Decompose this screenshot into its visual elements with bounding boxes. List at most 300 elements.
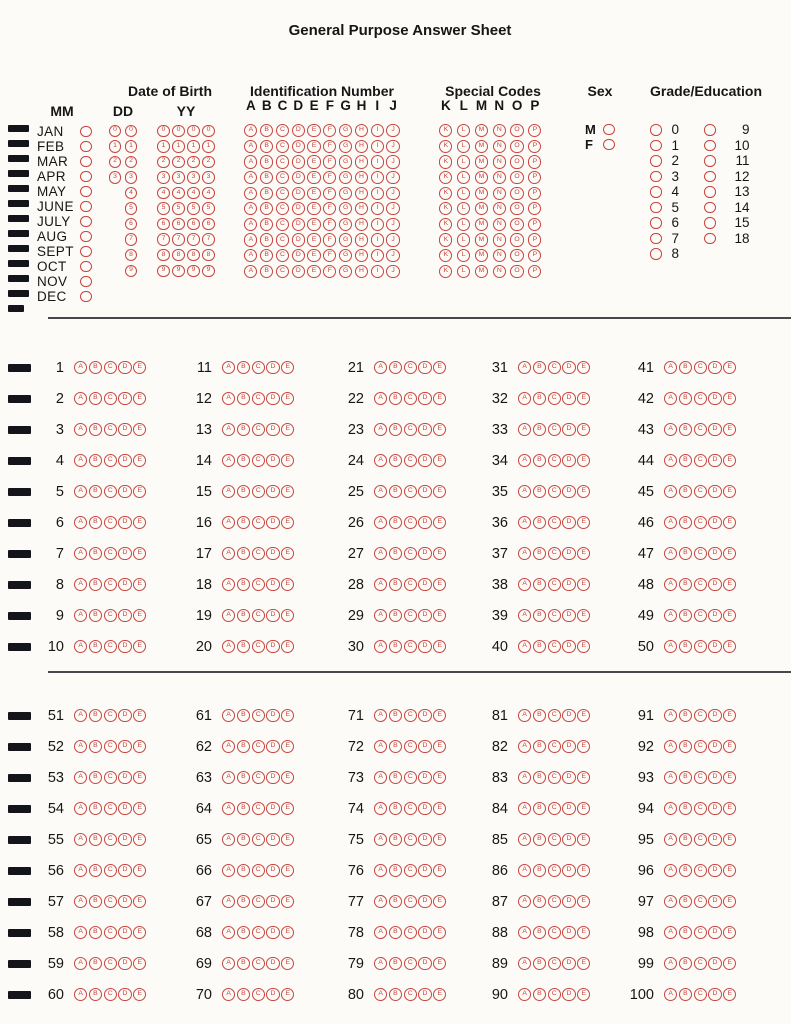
answer-bubble[interactable]: B <box>533 547 546 560</box>
answer-bubble[interactable]: D <box>118 485 131 498</box>
answer-bubble[interactable]: B <box>89 740 102 753</box>
id-bubble[interactable]: C <box>276 124 289 137</box>
special-code-bubble[interactable]: N <box>493 124 506 137</box>
answer-bubble[interactable]: B <box>89 516 102 529</box>
answer-bubble[interactable]: A <box>74 454 87 467</box>
answer-bubble[interactable]: A <box>374 578 387 591</box>
answer-bubble[interactable]: B <box>389 578 402 591</box>
yy-digit-bubble[interactable]: 4 <box>172 187 184 199</box>
answer-bubble[interactable]: C <box>694 392 707 405</box>
yy-digit-bubble[interactable]: 2 <box>157 156 169 168</box>
answer-bubble[interactable]: A <box>374 709 387 722</box>
answer-bubble[interactable]: A <box>222 516 235 529</box>
answer-bubble[interactable]: C <box>104 423 117 436</box>
month-bubble[interactable] <box>80 201 92 213</box>
answer-bubble[interactable]: A <box>664 771 677 784</box>
answer-bubble[interactable]: B <box>533 926 546 939</box>
special-code-bubble[interactable]: K <box>439 202 452 215</box>
answer-bubble[interactable]: E <box>577 609 590 622</box>
answer-bubble[interactable]: E <box>723 833 736 846</box>
id-bubble[interactable]: I <box>371 187 384 200</box>
answer-bubble[interactable]: D <box>562 988 575 1001</box>
answer-bubble[interactable]: B <box>89 640 102 653</box>
answer-bubble[interactable]: C <box>548 516 561 529</box>
answer-bubble[interactable]: D <box>266 392 279 405</box>
answer-bubble[interactable]: A <box>74 516 87 529</box>
answer-bubble[interactable]: A <box>664 926 677 939</box>
answer-bubble[interactable]: E <box>433 957 446 970</box>
answer-bubble[interactable]: E <box>723 392 736 405</box>
answer-bubble[interactable]: C <box>252 740 265 753</box>
answer-bubble[interactable]: B <box>89 957 102 970</box>
answer-bubble[interactable]: D <box>418 771 431 784</box>
id-bubble[interactable]: B <box>260 265 273 278</box>
yy-digit-bubble[interactable]: 5 <box>187 202 199 214</box>
answer-bubble[interactable]: B <box>679 361 692 374</box>
special-code-bubble[interactable]: P <box>528 233 541 246</box>
answer-bubble[interactable]: B <box>679 926 692 939</box>
answer-bubble[interactable]: A <box>518 988 531 1001</box>
answer-bubble[interactable]: B <box>533 578 546 591</box>
answer-bubble[interactable]: C <box>404 485 417 498</box>
answer-bubble[interactable]: C <box>694 709 707 722</box>
answer-bubble[interactable]: C <box>694 547 707 560</box>
answer-bubble[interactable]: B <box>533 802 546 815</box>
id-bubble[interactable]: J <box>386 249 399 262</box>
answer-bubble[interactable]: E <box>577 833 590 846</box>
special-code-bubble[interactable]: P <box>528 202 541 215</box>
answer-bubble[interactable]: A <box>74 392 87 405</box>
answer-bubble[interactable]: D <box>562 833 575 846</box>
id-bubble[interactable]: G <box>339 265 352 278</box>
answer-bubble[interactable]: D <box>118 740 131 753</box>
id-bubble[interactable]: D <box>292 249 305 262</box>
answer-bubble[interactable]: B <box>679 392 692 405</box>
answer-bubble[interactable]: D <box>118 833 131 846</box>
dd-digit-bubble[interactable]: 9 <box>125 265 137 277</box>
id-bubble[interactable]: D <box>292 171 305 184</box>
answer-bubble[interactable]: E <box>133 392 146 405</box>
answer-bubble[interactable]: E <box>281 926 294 939</box>
answer-bubble[interactable]: B <box>389 392 402 405</box>
month-bubble[interactable] <box>80 231 92 243</box>
answer-bubble[interactable]: D <box>418 988 431 1001</box>
dd-digit-bubble[interactable]: 6 <box>125 218 137 230</box>
special-code-bubble[interactable]: M <box>475 218 488 231</box>
answer-bubble[interactable]: C <box>104 516 117 529</box>
id-bubble[interactable]: F <box>323 140 336 153</box>
answer-bubble[interactable]: A <box>664 423 677 436</box>
answer-bubble[interactable]: C <box>548 609 561 622</box>
answer-bubble[interactable]: E <box>723 423 736 436</box>
answer-bubble[interactable]: C <box>404 864 417 877</box>
answer-bubble[interactable]: E <box>723 454 736 467</box>
answer-bubble[interactable]: B <box>533 361 546 374</box>
answer-bubble[interactable]: A <box>518 740 531 753</box>
id-bubble[interactable]: C <box>276 171 289 184</box>
answer-bubble[interactable]: E <box>133 926 146 939</box>
yy-digit-bubble[interactable]: 4 <box>187 187 199 199</box>
answer-bubble[interactable]: C <box>404 547 417 560</box>
id-bubble[interactable]: G <box>339 171 352 184</box>
id-bubble[interactable]: H <box>355 233 368 246</box>
answer-bubble[interactable]: D <box>118 864 131 877</box>
yy-digit-bubble[interactable]: 0 <box>202 125 214 137</box>
answer-bubble[interactable]: E <box>281 988 294 1001</box>
yy-digit-bubble[interactable]: 6 <box>202 218 214 230</box>
answer-bubble[interactable]: E <box>133 740 146 753</box>
month-bubble[interactable] <box>80 261 92 273</box>
yy-digit-bubble[interactable]: 3 <box>187 171 199 183</box>
answer-bubble[interactable]: E <box>281 578 294 591</box>
answer-bubble[interactable]: C <box>694 423 707 436</box>
answer-bubble[interactable]: D <box>266 740 279 753</box>
yy-digit-bubble[interactable]: 0 <box>172 125 184 137</box>
answer-bubble[interactable]: A <box>74 833 87 846</box>
answer-bubble[interactable]: B <box>533 895 546 908</box>
answer-bubble[interactable]: C <box>694 640 707 653</box>
answer-bubble[interactable]: A <box>74 547 87 560</box>
answer-bubble[interactable]: D <box>418 578 431 591</box>
answer-bubble[interactable]: B <box>389 454 402 467</box>
grade-bubble[interactable] <box>650 171 662 183</box>
answer-bubble[interactable]: C <box>252 988 265 1001</box>
answer-bubble[interactable]: A <box>664 516 677 529</box>
answer-bubble[interactable]: C <box>404 578 417 591</box>
answer-bubble[interactable]: D <box>118 640 131 653</box>
answer-bubble[interactable]: A <box>222 454 235 467</box>
special-code-bubble[interactable]: N <box>493 155 506 168</box>
answer-bubble[interactable]: C <box>404 454 417 467</box>
answer-bubble[interactable]: B <box>89 361 102 374</box>
answer-bubble[interactable]: A <box>222 895 235 908</box>
answer-bubble[interactable]: A <box>664 578 677 591</box>
answer-bubble[interactable]: C <box>104 609 117 622</box>
answer-bubble[interactable]: D <box>562 547 575 560</box>
id-bubble[interactable]: F <box>323 202 336 215</box>
yy-digit-bubble[interactable]: 7 <box>202 233 214 245</box>
answer-bubble[interactable]: C <box>252 802 265 815</box>
answer-bubble[interactable]: B <box>533 609 546 622</box>
answer-bubble[interactable]: A <box>518 578 531 591</box>
answer-bubble[interactable]: C <box>404 926 417 939</box>
yy-digit-bubble[interactable]: 5 <box>172 202 184 214</box>
answer-bubble[interactable]: E <box>133 833 146 846</box>
id-bubble[interactable]: G <box>339 218 352 231</box>
answer-bubble[interactable]: A <box>518 640 531 653</box>
answer-bubble[interactable]: A <box>518 361 531 374</box>
answer-bubble[interactable]: C <box>104 740 117 753</box>
dd-digit-bubble[interactable]: 3 <box>109 171 121 183</box>
answer-bubble[interactable]: B <box>237 864 250 877</box>
answer-bubble[interactable]: B <box>389 709 402 722</box>
answer-bubble[interactable]: D <box>562 640 575 653</box>
answer-bubble[interactable]: C <box>548 740 561 753</box>
id-bubble[interactable]: F <box>323 124 336 137</box>
answer-bubble[interactable]: A <box>74 640 87 653</box>
answer-bubble[interactable]: D <box>266 454 279 467</box>
special-code-bubble[interactable]: L <box>457 187 470 200</box>
month-bubble[interactable] <box>80 186 92 198</box>
answer-bubble[interactable]: D <box>266 864 279 877</box>
answer-bubble[interactable]: C <box>104 957 117 970</box>
answer-bubble[interactable]: D <box>266 578 279 591</box>
answer-bubble[interactable]: A <box>374 771 387 784</box>
special-code-bubble[interactable]: L <box>457 124 470 137</box>
answer-bubble[interactable]: D <box>418 926 431 939</box>
answer-bubble[interactable]: B <box>237 392 250 405</box>
answer-bubble[interactable]: C <box>694 609 707 622</box>
answer-bubble[interactable]: B <box>237 640 250 653</box>
sex-bubble[interactable] <box>603 139 615 151</box>
answer-bubble[interactable]: B <box>389 771 402 784</box>
answer-bubble[interactable]: A <box>518 926 531 939</box>
answer-bubble[interactable]: A <box>664 485 677 498</box>
id-bubble[interactable]: C <box>276 218 289 231</box>
answer-bubble[interactable]: D <box>118 709 131 722</box>
yy-digit-bubble[interactable]: 9 <box>157 265 169 277</box>
yy-digit-bubble[interactable]: 4 <box>202 187 214 199</box>
answer-bubble[interactable]: D <box>418 740 431 753</box>
answer-bubble[interactable]: E <box>723 516 736 529</box>
answer-bubble[interactable]: B <box>679 864 692 877</box>
special-code-bubble[interactable]: K <box>439 187 452 200</box>
answer-bubble[interactable]: B <box>679 516 692 529</box>
answer-bubble[interactable]: D <box>562 802 575 815</box>
yy-digit-bubble[interactable]: 7 <box>172 233 184 245</box>
answer-bubble[interactable]: E <box>577 392 590 405</box>
answer-bubble[interactable]: C <box>252 609 265 622</box>
answer-bubble[interactable]: A <box>74 609 87 622</box>
id-bubble[interactable]: I <box>371 233 384 246</box>
answer-bubble[interactable]: A <box>74 988 87 1001</box>
answer-bubble[interactable]: E <box>133 454 146 467</box>
id-bubble[interactable]: I <box>371 140 384 153</box>
id-bubble[interactable]: A <box>244 171 257 184</box>
answer-bubble[interactable]: E <box>723 957 736 970</box>
id-bubble[interactable]: F <box>323 187 336 200</box>
answer-bubble[interactable]: A <box>518 547 531 560</box>
yy-digit-bubble[interactable]: 7 <box>187 233 199 245</box>
id-bubble[interactable]: F <box>323 265 336 278</box>
id-bubble[interactable]: A <box>244 265 257 278</box>
grade-bubble[interactable] <box>650 155 662 167</box>
id-bubble[interactable]: C <box>276 233 289 246</box>
yy-digit-bubble[interactable]: 2 <box>202 156 214 168</box>
month-bubble[interactable] <box>80 291 92 303</box>
answer-bubble[interactable]: B <box>679 709 692 722</box>
id-bubble[interactable]: C <box>276 202 289 215</box>
answer-bubble[interactable]: D <box>708 454 721 467</box>
answer-bubble[interactable]: E <box>133 609 146 622</box>
answer-bubble[interactable]: E <box>133 578 146 591</box>
id-bubble[interactable]: E <box>307 265 320 278</box>
special-code-bubble[interactable]: N <box>493 187 506 200</box>
answer-bubble[interactable]: D <box>118 392 131 405</box>
answer-bubble[interactable]: A <box>374 988 387 1001</box>
answer-bubble[interactable]: E <box>723 609 736 622</box>
answer-bubble[interactable]: B <box>89 771 102 784</box>
answer-bubble[interactable]: E <box>433 802 446 815</box>
id-bubble[interactable]: C <box>276 140 289 153</box>
answer-bubble[interactable]: A <box>222 864 235 877</box>
yy-digit-bubble[interactable]: 1 <box>187 140 199 152</box>
id-bubble[interactable]: G <box>339 249 352 262</box>
answer-bubble[interactable]: B <box>679 957 692 970</box>
answer-bubble[interactable]: A <box>518 802 531 815</box>
answer-bubble[interactable]: B <box>89 926 102 939</box>
answer-bubble[interactable]: D <box>708 864 721 877</box>
id-bubble[interactable]: J <box>386 171 399 184</box>
answer-bubble[interactable]: E <box>133 709 146 722</box>
answer-bubble[interactable]: E <box>433 833 446 846</box>
special-code-bubble[interactable]: P <box>528 140 541 153</box>
answer-bubble[interactable]: B <box>237 957 250 970</box>
answer-bubble[interactable]: D <box>118 895 131 908</box>
answer-bubble[interactable]: A <box>518 423 531 436</box>
answer-bubble[interactable]: A <box>74 895 87 908</box>
answer-bubble[interactable]: C <box>252 926 265 939</box>
answer-bubble[interactable]: C <box>694 833 707 846</box>
dd-digit-bubble[interactable]: 2 <box>109 156 121 168</box>
answer-bubble[interactable]: E <box>433 516 446 529</box>
answer-bubble[interactable]: A <box>222 709 235 722</box>
dd-digit-bubble[interactable]: 4 <box>125 187 137 199</box>
answer-bubble[interactable]: A <box>222 833 235 846</box>
answer-bubble[interactable]: A <box>664 802 677 815</box>
id-bubble[interactable]: G <box>339 233 352 246</box>
id-bubble[interactable]: H <box>355 218 368 231</box>
answer-bubble[interactable]: C <box>548 957 561 970</box>
id-bubble[interactable]: J <box>386 202 399 215</box>
answer-bubble[interactable]: A <box>222 957 235 970</box>
special-code-bubble[interactable]: N <box>493 265 506 278</box>
id-bubble[interactable]: E <box>307 233 320 246</box>
answer-bubble[interactable]: D <box>118 361 131 374</box>
answer-bubble[interactable]: B <box>533 485 546 498</box>
special-code-bubble[interactable]: O <box>510 218 523 231</box>
answer-bubble[interactable]: D <box>118 516 131 529</box>
special-code-bubble[interactable]: O <box>510 171 523 184</box>
answer-bubble[interactable]: D <box>418 392 431 405</box>
yy-digit-bubble[interactable]: 6 <box>157 218 169 230</box>
answer-bubble[interactable]: C <box>104 926 117 939</box>
grade-bubble[interactable] <box>650 140 662 152</box>
special-code-bubble[interactable]: O <box>510 140 523 153</box>
answer-bubble[interactable]: E <box>577 988 590 1001</box>
answer-bubble[interactable]: A <box>74 802 87 815</box>
answer-bubble[interactable]: A <box>374 609 387 622</box>
answer-bubble[interactable]: D <box>708 802 721 815</box>
yy-digit-bubble[interactable]: 0 <box>187 125 199 137</box>
id-bubble[interactable]: B <box>260 218 273 231</box>
special-code-bubble[interactable]: K <box>439 249 452 262</box>
id-bubble[interactable]: H <box>355 265 368 278</box>
special-code-bubble[interactable]: P <box>528 265 541 278</box>
answer-bubble[interactable]: D <box>418 895 431 908</box>
answer-bubble[interactable]: D <box>708 988 721 1001</box>
answer-bubble[interactable]: A <box>374 547 387 560</box>
answer-bubble[interactable]: C <box>548 833 561 846</box>
answer-bubble[interactable]: A <box>222 802 235 815</box>
answer-bubble[interactable]: E <box>281 640 294 653</box>
answer-bubble[interactable]: A <box>664 547 677 560</box>
answer-bubble[interactable]: B <box>89 578 102 591</box>
answer-bubble[interactable]: E <box>433 392 446 405</box>
answer-bubble[interactable]: C <box>104 802 117 815</box>
answer-bubble[interactable]: E <box>577 485 590 498</box>
answer-bubble[interactable]: B <box>389 547 402 560</box>
grade-bubble[interactable] <box>650 202 662 214</box>
answer-bubble[interactable]: E <box>723 802 736 815</box>
id-bubble[interactable]: A <box>244 155 257 168</box>
answer-bubble[interactable]: A <box>222 392 235 405</box>
id-bubble[interactable]: F <box>323 249 336 262</box>
answer-bubble[interactable]: D <box>708 516 721 529</box>
special-code-bubble[interactable]: L <box>457 155 470 168</box>
yy-digit-bubble[interactable]: 3 <box>202 171 214 183</box>
special-code-bubble[interactable]: K <box>439 155 452 168</box>
special-code-bubble[interactable]: L <box>457 202 470 215</box>
answer-bubble[interactable]: C <box>404 516 417 529</box>
id-bubble[interactable]: D <box>292 218 305 231</box>
answer-bubble[interactable]: D <box>118 802 131 815</box>
answer-bubble[interactable]: A <box>74 957 87 970</box>
answer-bubble[interactable]: E <box>281 864 294 877</box>
answer-bubble[interactable]: B <box>389 423 402 436</box>
id-bubble[interactable]: A <box>244 124 257 137</box>
answer-bubble[interactable]: B <box>389 609 402 622</box>
answer-bubble[interactable]: B <box>679 988 692 1001</box>
answer-bubble[interactable]: C <box>548 454 561 467</box>
answer-bubble[interactable]: A <box>518 516 531 529</box>
month-bubble[interactable] <box>80 171 92 183</box>
answer-bubble[interactable]: A <box>374 361 387 374</box>
answer-bubble[interactable]: C <box>252 709 265 722</box>
dd-digit-bubble[interactable]: 3 <box>125 171 137 183</box>
answer-bubble[interactable]: D <box>708 709 721 722</box>
id-bubble[interactable]: F <box>323 171 336 184</box>
answer-bubble[interactable]: E <box>281 423 294 436</box>
yy-digit-bubble[interactable]: 5 <box>202 202 214 214</box>
answer-bubble[interactable]: D <box>708 926 721 939</box>
dd-digit-bubble[interactable]: 8 <box>125 249 137 261</box>
id-bubble[interactable]: G <box>339 140 352 153</box>
yy-digit-bubble[interactable]: 8 <box>172 249 184 261</box>
answer-bubble[interactable]: D <box>266 833 279 846</box>
special-code-bubble[interactable]: L <box>457 140 470 153</box>
answer-bubble[interactable]: D <box>118 609 131 622</box>
answer-bubble[interactable]: D <box>118 454 131 467</box>
answer-bubble[interactable]: C <box>404 609 417 622</box>
answer-bubble[interactable]: E <box>577 361 590 374</box>
answer-bubble[interactable]: A <box>664 361 677 374</box>
answer-bubble[interactable]: D <box>266 547 279 560</box>
answer-bubble[interactable]: D <box>708 392 721 405</box>
answer-bubble[interactable]: A <box>222 578 235 591</box>
answer-bubble[interactable]: B <box>679 609 692 622</box>
id-bubble[interactable]: J <box>386 265 399 278</box>
answer-bubble[interactable]: C <box>104 833 117 846</box>
answer-bubble[interactable]: E <box>723 864 736 877</box>
yy-digit-bubble[interactable]: 0 <box>157 125 169 137</box>
special-code-bubble[interactable]: L <box>457 233 470 246</box>
answer-bubble[interactable]: E <box>133 423 146 436</box>
yy-digit-bubble[interactable]: 6 <box>172 218 184 230</box>
answer-bubble[interactable]: C <box>104 988 117 1001</box>
answer-bubble[interactable]: C <box>548 578 561 591</box>
answer-bubble[interactable]: D <box>266 957 279 970</box>
